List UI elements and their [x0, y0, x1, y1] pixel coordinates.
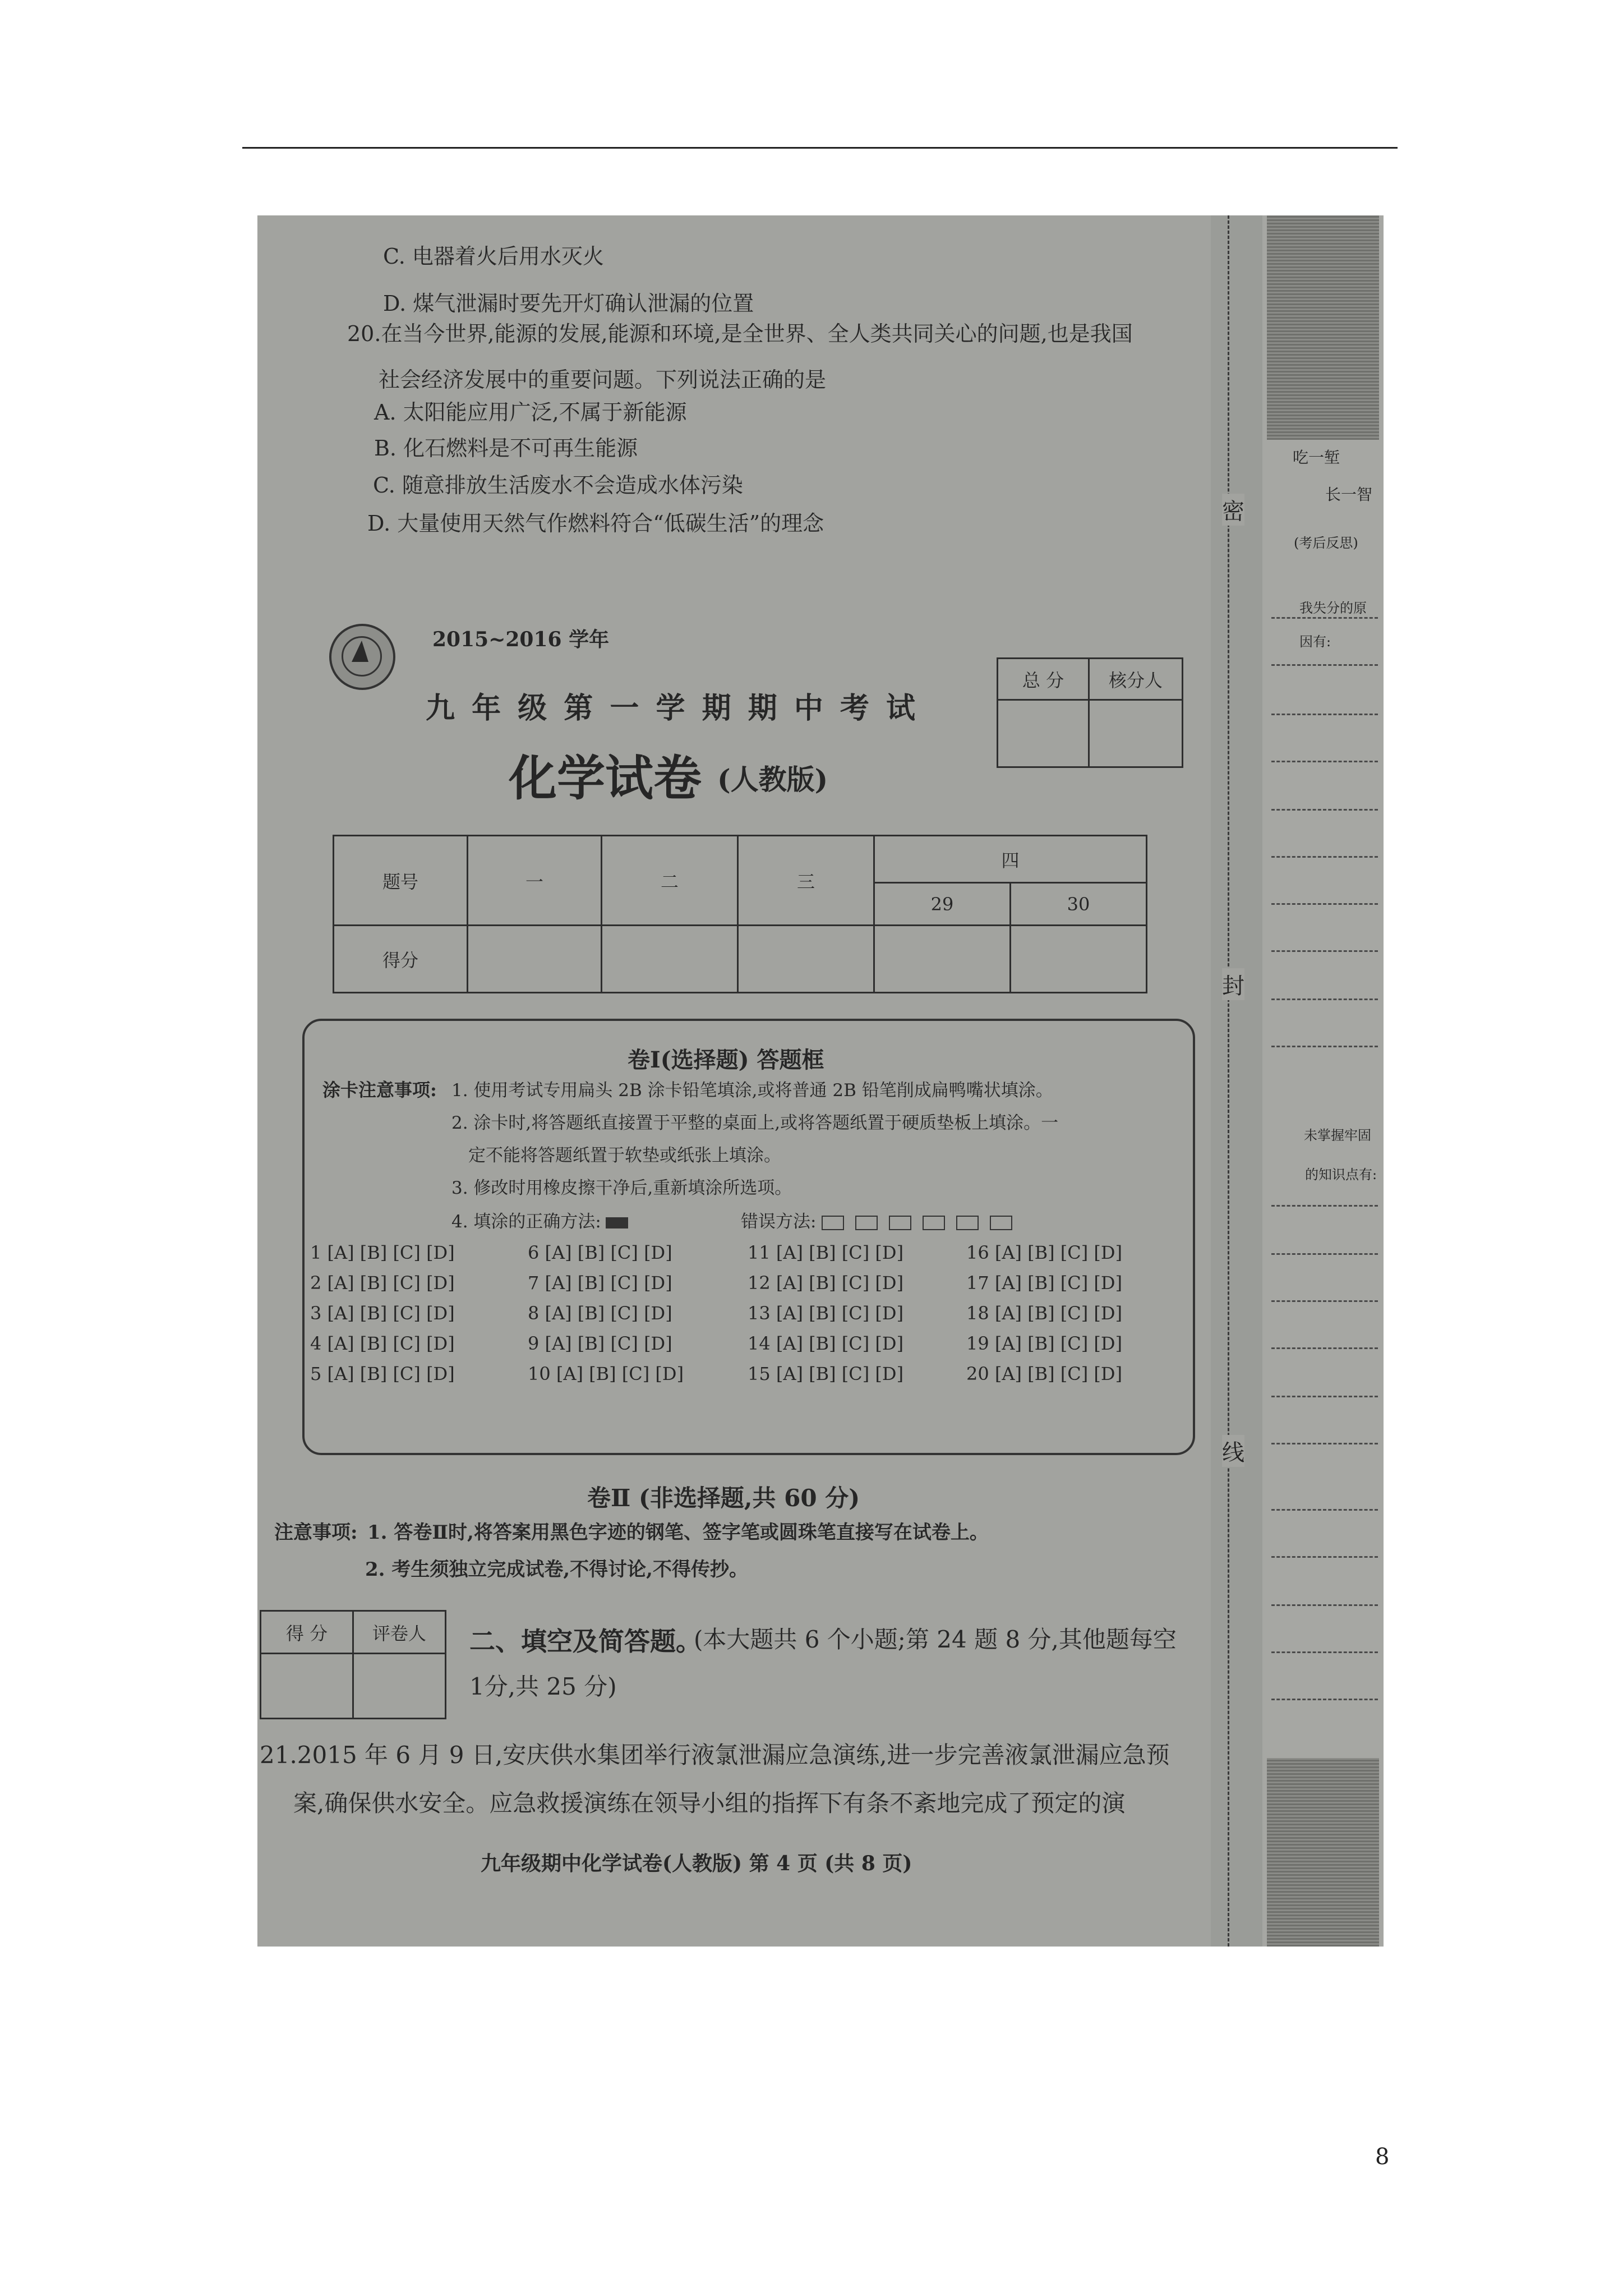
page-footer: 九年级期中化学试卷(人教版) 第 4 页 (共 8 页) [481, 1852, 912, 1875]
wrong-methods-label: 错误方法: [741, 1212, 817, 1232]
q21-line-2: 案,确保供水安全。应急救援演练在领导小组的指挥下有条不紊地完成了预定的演 [293, 1789, 1126, 1817]
score-table-col-29: 29 [874, 883, 1011, 926]
checker-header: 核分人 [1089, 659, 1183, 700]
answer-row[interactable]: 11 [A] [B] [C] [D] [748, 1242, 904, 1263]
part2-title: 卷Ⅱ (非选择题,共 60 分) [587, 1484, 860, 1512]
reflection-line [1271, 617, 1378, 619]
reflection-line [1271, 1509, 1378, 1511]
q20-stem-line2: 社会经济发展中的重要问题。下列说法正确的是 [379, 367, 827, 392]
score-table-col-3: 三 [738, 836, 874, 926]
margin-text-1: 吃一堑 [1293, 448, 1340, 467]
answer-note-4 [451, 1207, 628, 1232]
score-table-col-30: 30 [1011, 883, 1147, 926]
reflection-line [1271, 1651, 1378, 1653]
correct-fill-icon [606, 1217, 628, 1228]
reflection-line [1271, 903, 1378, 905]
reflection-line [1271, 1443, 1378, 1444]
answer-row[interactable]: 19 [A] [B] [C] [D] [966, 1333, 1123, 1354]
reflection-line [1271, 1347, 1378, 1349]
score-cell[interactable] [874, 926, 1011, 993]
part2-note-2: 2. 考生须独立完成试卷,不得讨论,不得传抄。 [365, 1558, 749, 1581]
binding-char-fold: 封 [1222, 968, 1244, 1000]
part2-note-1: 1. 答卷Ⅱ时,将答案用黑色字迹的钢笔、签字笔或圆珠笔直接写在试卷上。 [367, 1521, 989, 1544]
q20-option-c: C. 随意排放生活废水不会造成水体污染 [373, 473, 743, 498]
school-logo-icon [329, 624, 395, 690]
reflection-line [1271, 856, 1378, 858]
margin-text-3: (考后反思) [1294, 535, 1358, 551]
answer-row[interactable]: 13 [A] [B] [C] [D] [748, 1303, 904, 1324]
answer-row[interactable]: 15 [A] [B] [C] [D] [748, 1363, 904, 1384]
answer-row[interactable]: 20 [A] [B] [C] [D] [966, 1363, 1123, 1384]
answer-row[interactable]: 2 [A] [B] [C] [D] [310, 1272, 455, 1294]
exam-title: 九 年 级 第 一 学 期 期 中 考 试 [426, 691, 919, 725]
answer-column-1 [310, 1242, 523, 1393]
binding-char-seal: 密 [1222, 494, 1244, 526]
wrong-slash-icon [990, 1216, 1012, 1230]
reflection-line [1271, 999, 1378, 1000]
reflection-line [1271, 1205, 1378, 1207]
answer-row[interactable]: 1 [A] [B] [C] [D] [310, 1242, 455, 1263]
margin-text-6: 未掌握牢固 [1304, 1128, 1371, 1143]
reflection-margin [1262, 215, 1384, 1947]
answer-note-4-text: 4. 填涂的正确方法: [451, 1212, 601, 1232]
score-cell[interactable] [602, 926, 738, 993]
answer-row[interactable]: 4 [A] [B] [C] [D] [310, 1333, 455, 1354]
answer-row[interactable]: 3 [A] [B] [C] [D] [310, 1303, 455, 1324]
wrong-outline-icon [956, 1216, 979, 1230]
answer-row[interactable]: 6 [A] [B] [C] [D] [528, 1242, 672, 1263]
answer-column-3 [748, 1242, 961, 1393]
answer-sheet-title: 卷Ⅰ(选择题) 答题框 [628, 1047, 824, 1073]
reflection-line [1271, 809, 1378, 811]
q20-option-a: A. 太阳能应用广泛,不属于新能源 [374, 400, 687, 425]
binding-dashed-line [1228, 215, 1229, 1947]
score-table [333, 835, 1147, 993]
answer-row[interactable]: 17 [A] [B] [C] [D] [966, 1272, 1123, 1294]
wrong-cross-icon [889, 1216, 911, 1230]
part2-notes-label: 注意事项: [274, 1521, 358, 1544]
wrong-dot-icon [855, 1216, 878, 1230]
wrong-methods [741, 1207, 1018, 1232]
q20-stem-line1: 20.在当今世界,能源的发展,能源和环境,是全世界、全人类共同关心的问题,也是我国 [347, 321, 1133, 346]
score-cell[interactable] [738, 926, 874, 993]
reflection-line [1271, 950, 1378, 952]
top-rule [242, 147, 1398, 149]
q20-option-d: D. 大量使用天然气作燃料符合“低碳生活”的理念 [367, 511, 824, 536]
section2-desc-2: 1分,共 25 分) [469, 1673, 617, 1700]
reflection-line [1271, 1699, 1378, 1700]
total-score-header: 总 分 [998, 659, 1089, 700]
margin-text-5: 因有: [1299, 634, 1331, 650]
margin-text-7: 的知识点有: [1305, 1167, 1377, 1182]
reflection-line [1271, 1046, 1378, 1047]
reflection-line [1271, 1556, 1378, 1558]
reflection-line [1271, 1396, 1378, 1397]
grader-name-cell[interactable] [353, 1654, 446, 1719]
answer-row[interactable]: 10 [A] [B] [C] [D] [528, 1363, 684, 1384]
margin-text-2: 长一智 [1325, 485, 1373, 504]
answer-note-2a: 2. 涂卡时,将答题纸直接置于平整的桌面上,或将答题纸置于硬质垫板上填涂。一 [451, 1113, 1059, 1133]
wrong-check-icon [822, 1216, 844, 1230]
answer-row[interactable]: 16 [A] [B] [C] [D] [966, 1242, 1123, 1263]
score-cell[interactable] [468, 926, 602, 993]
q19-option-c: C. 电器着火后用水灭火 [383, 244, 604, 269]
answer-row[interactable]: 14 [A] [B] [C] [D] [748, 1333, 904, 1354]
q19-option-d: D. 煤气泄漏时要先开灯确认泄漏的位置 [383, 291, 754, 316]
section2-desc-1: (本大题共 6 个小题;第 24 题 8 分,其他题每空 [694, 1626, 1177, 1653]
grader-name-header: 评卷人 [353, 1611, 446, 1654]
wrong-line-icon [923, 1216, 945, 1230]
answer-column-4 [966, 1242, 1179, 1393]
grader-box [260, 1610, 446, 1719]
score-table-col-1: 一 [468, 836, 602, 926]
grader-score-header: 得 分 [261, 1611, 353, 1654]
answer-row[interactable]: 5 [A] [B] [C] [D] [310, 1363, 455, 1384]
subject-title: 化学试卷 [509, 750, 702, 807]
score-table-group-4: 四 [874, 836, 1147, 883]
score-table-row1-label: 题号 [334, 836, 468, 926]
margin-shade-bottom [1267, 1758, 1379, 1947]
answer-notes-label: 涂卡注意事项: [322, 1079, 437, 1101]
reflection-line [1271, 761, 1378, 762]
answer-row[interactable]: 7 [A] [B] [C] [D] [528, 1272, 672, 1294]
q21-line-1: 21.2015 年 6 月 9 日,安庆供水集团举行液氯泄漏应急演练,进一步完善液氯泄漏应急预 [260, 1741, 1170, 1769]
total-score-box [997, 657, 1183, 768]
school-year: 2015~2016 学年 [432, 628, 610, 651]
reflection-line [1271, 1604, 1378, 1606]
answer-note-2b: 定不能将答题纸置于软垫或纸张上填涂。 [468, 1145, 781, 1166]
score-table-col-2: 二 [602, 836, 738, 926]
grader-score-cell[interactable] [261, 1654, 353, 1719]
margin-text-4: 我失分的原 [1299, 600, 1367, 616]
answer-row[interactable]: 18 [A] [B] [C] [D] [966, 1303, 1123, 1324]
reflection-line [1271, 664, 1378, 666]
reflection-line [1271, 714, 1378, 715]
section2-heading: 二、填空及简答题。 [469, 1626, 702, 1657]
q20-option-b: B. 化石燃料是不可再生能源 [374, 436, 638, 461]
answer-column-2 [528, 1242, 741, 1393]
score-table-row2-label: 得分 [334, 926, 468, 993]
answer-row[interactable]: 9 [A] [B] [C] [D] [528, 1333, 672, 1354]
answer-row[interactable]: 8 [A] [B] [C] [D] [528, 1303, 672, 1324]
reflection-line [1271, 1253, 1378, 1255]
reflection-line [1271, 1300, 1378, 1302]
score-cell[interactable] [1011, 926, 1147, 993]
margin-shade-top [1267, 215, 1379, 440]
exam-page-photo [257, 215, 1384, 1947]
answer-note-1: 1. 使用考试专用扁头 2B 涂卡铅笔填涂,或将普通 2B 铅笔削成扁鸭嘴状填涂。 [451, 1080, 1053, 1101]
binding-char-line: 线 [1222, 1435, 1244, 1467]
edition-label: (人教版) [717, 763, 828, 796]
page-number: 8 [1375, 2144, 1390, 2170]
answer-note-3: 3. 修改时用橡皮擦干净后,重新填涂所选项。 [451, 1178, 792, 1198]
answer-row[interactable]: 12 [A] [B] [C] [D] [748, 1272, 904, 1294]
total-score-cell[interactable] [998, 700, 1089, 767]
checker-cell[interactable] [1089, 700, 1183, 767]
